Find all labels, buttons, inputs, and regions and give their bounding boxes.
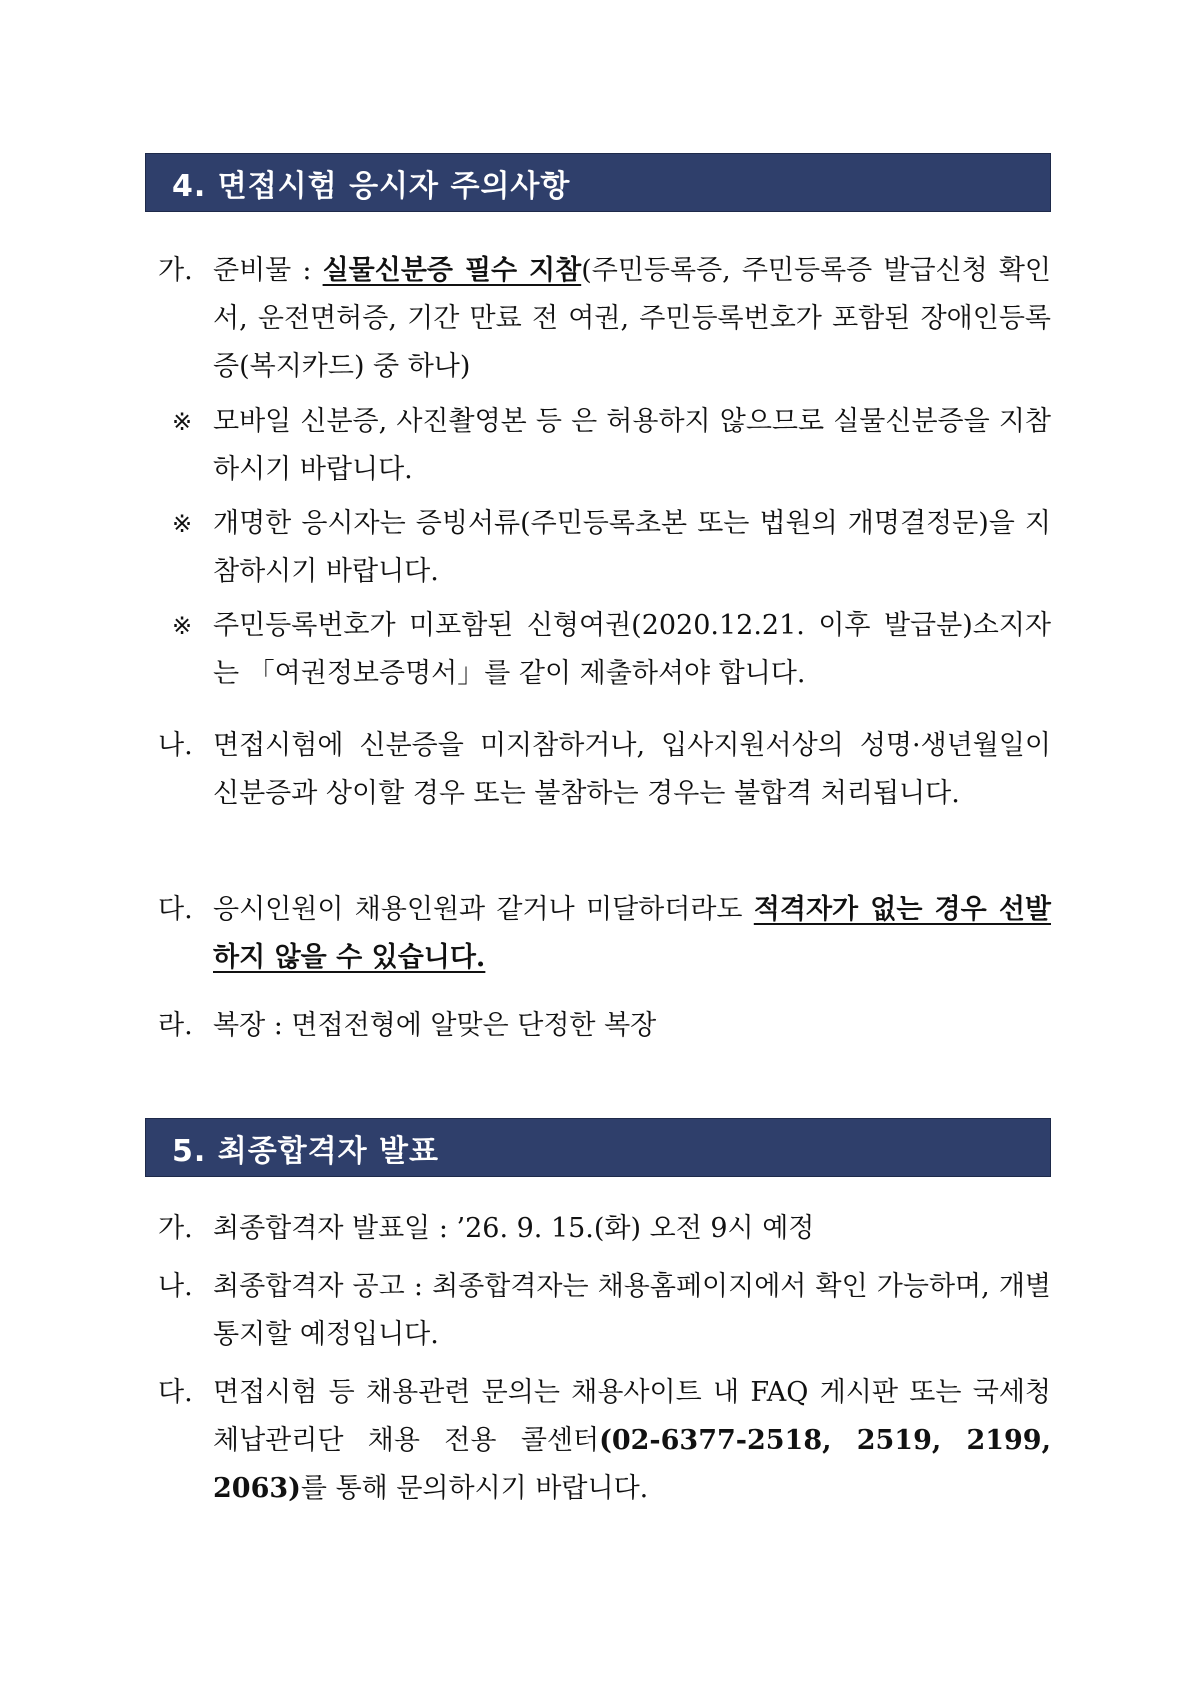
no-qualified-emphasis: 적격자가 없는 경우 선발하지 않을 수 있습니다.: [213, 894, 1051, 973]
item-body: [213, 247, 1051, 391]
section-4-item-ra: [158, 1002, 1051, 1050]
item-body: 최종합격자 공고 : 최종합격자는 채용홈페이지에서 확인 가능하며, 개별 통지할 예정입니다.: [213, 1271, 1051, 1350]
section-5-item-na: [158, 1263, 1051, 1359]
note-text: 주민등록번호가 미포함된 신형여권(2020.12.21. 이후 발급분)소지자는 「여권정보증명서」를 같이 제출하셔야 합니다.: [213, 610, 1051, 689]
note-text: 모바일 신분증, 사진촬영본 등 은 허용하지 않으므로 실물신분증을 지참하시기 바랍니다.: [213, 406, 1051, 485]
item-label: 가.: [158, 255, 193, 286]
item-label: 가.: [158, 1213, 193, 1244]
item-label: 다.: [158, 1377, 193, 1408]
item-label: 다.: [158, 894, 193, 925]
item-body: [213, 1369, 1051, 1513]
section-5-item-ga: [158, 1205, 1051, 1253]
item-text: 응시인원이 채용인원과 같거나 미달하더라도: [213, 894, 754, 925]
note-mark: ※: [172, 510, 193, 538]
section-4-item-da: [158, 886, 1051, 982]
item-body: [213, 886, 1051, 982]
item-label: 라.: [158, 1010, 193, 1041]
section-4-note-3: [158, 602, 1051, 698]
item-body: 최종합격자 발표일 : ’26. 9. 15.(화) 오전 9시 예정: [213, 1213, 815, 1244]
item-text: 를 통해 문의하시기 바랍니다.: [300, 1473, 649, 1504]
item-text: 준비물 :: [213, 255, 323, 286]
item-label: 나.: [158, 730, 193, 761]
section-5-header: [145, 1118, 1051, 1177]
note-text: 개명한 응시자는 증빙서류(주민등록초본 또는 법원의 개명결정문)을 지참하시기 바랍니다.: [213, 508, 1051, 587]
section-4-header: [145, 153, 1051, 212]
section-5-item-da: [158, 1369, 1051, 1513]
call-center-numbers: (02-6377-2518, 2519, 2199, 2063): [213, 1425, 1051, 1504]
note-mark: ※: [172, 408, 193, 436]
item-text: 면접시험 등 채용관련 문의는 채용사이트 내 FAQ 게시판 또는 국세청 체납관리단 채용 전용 콜센터: [213, 1377, 1051, 1456]
item-body: 복장 : 면접전형에 알맞은 단정한 복장: [213, 1010, 657, 1041]
item-label: 나.: [158, 1271, 193, 1302]
note-mark: ※: [172, 612, 193, 640]
section-5-title: 5. 최종합격자 발표: [172, 1133, 440, 1169]
section-4-note-1: [158, 398, 1051, 494]
item-body: 면접시험에 신분증을 미지참하거나, 입사지원서상의 성명·생년월일이 신분증과 상이할 경우 또는 불참하는 경우는 불합격 처리됩니다.: [213, 730, 1051, 809]
section-4-note-2: [158, 500, 1051, 596]
section-4-item-na: [158, 722, 1051, 818]
section-4-title: 4. 면접시험 응시자 주의사항: [172, 168, 571, 204]
item-text: (주민등록증, 주민등록증 발급신청 확인서, 운전면허증, 기간 만료 전 여권, 주민등록번호가 포함된 장애인등록증(복지카드) 중 하나): [213, 255, 1051, 382]
section-4-item-ga: [158, 247, 1051, 391]
required-id-emphasis: 실물신분증 필수 지참: [322, 255, 582, 286]
